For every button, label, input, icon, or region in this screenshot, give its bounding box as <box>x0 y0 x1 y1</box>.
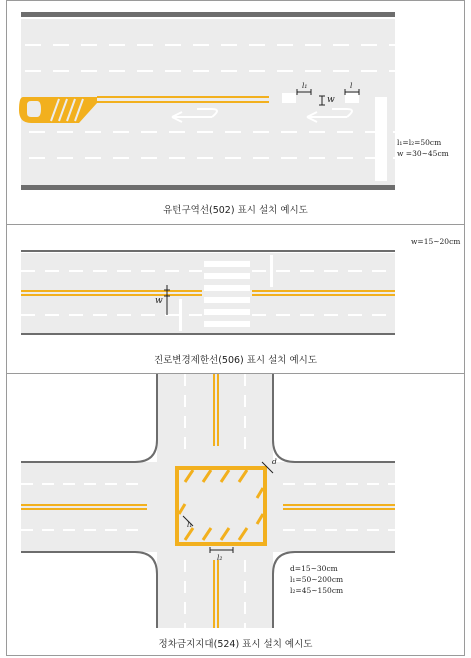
stop-line <box>375 97 387 181</box>
bottom-curb <box>21 333 395 335</box>
caption-506: 진로변경제한선(506) 표시 설치 예시도 <box>153 355 318 366</box>
label-l2: l <box>350 81 353 90</box>
yellow-line-left-bottom <box>21 294 202 296</box>
label-w: w <box>327 95 335 105</box>
top-curb <box>21 250 395 252</box>
label-w: w <box>155 296 163 306</box>
uturn-line-block-2 <box>345 93 359 103</box>
note-w: w =30~45cm <box>397 149 449 158</box>
yellow-line-right-bottom <box>252 294 395 296</box>
note-l2: l₂=45~150cm <box>290 586 344 595</box>
yellow-center-line-bottom <box>97 101 269 103</box>
stop-line-left <box>179 299 182 331</box>
label-l1: l₁ <box>187 520 193 529</box>
label-l2: l₂ <box>217 553 223 562</box>
top-curb <box>21 12 395 17</box>
lane-change-restriction-panel <box>6 224 465 374</box>
no-stopping-zone-panel <box>6 373 465 656</box>
uturn-zone-diagram <box>7 1 466 226</box>
stop-line-right <box>270 255 273 287</box>
label-l1: l₁ <box>302 81 308 90</box>
uturn-line-block-1 <box>282 93 296 103</box>
label-d: d <box>272 457 277 466</box>
yellow-line-right-top <box>252 290 395 292</box>
median-island <box>27 101 41 117</box>
caption-524: 정차금지지대(524) 표시 설치 예시도 <box>158 639 313 650</box>
yellow-line-left-top <box>21 290 202 292</box>
caption-502: 유턴구역선(502) 표시 설치 예시도 <box>163 205 308 216</box>
note-l1-l2: l₁=l₂=50cm <box>397 138 442 147</box>
note-w: w=15~20cm <box>411 237 461 246</box>
note-l1: l₁=50~200cm <box>290 575 344 584</box>
intersection-diagram <box>7 374 466 657</box>
yellow-center-line-top <box>97 96 269 98</box>
bottom-curb <box>21 185 395 190</box>
uturn-zone-panel <box>6 0 465 225</box>
note-d: d=15~30cm <box>290 564 338 573</box>
